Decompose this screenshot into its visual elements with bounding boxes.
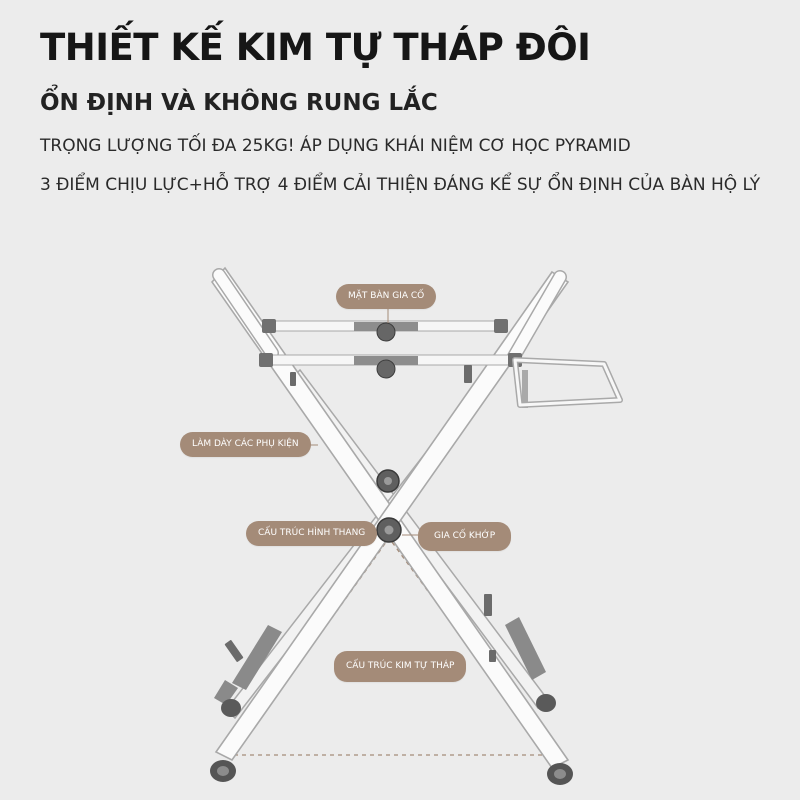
callout-table-reinforced: MẶT BÀN GIA CỐ xyxy=(336,284,436,309)
description-line-1: TRỌNG LƯỢNG TỐI ĐA 25KG! ÁP DỤNG KHÁI NIỆM CƠ HỌC PYRAMID xyxy=(40,136,631,156)
callout-joint-reinforced: GIA CỐ KHỚP xyxy=(418,522,511,551)
page-subtitle: ỔN ĐỊNH VÀ KHÔNG RUNG LẮC xyxy=(40,90,438,116)
description-line-2: 3 ĐIỂM CHỊU LỰC+HỖ TRỢ 4 ĐIỂM CẢI THIỆN ĐÁNG KỂ SỰ ỔN ĐỊNH CỦA BÀN HỘ LÝ xyxy=(40,175,761,195)
page-title: THIẾT KẾ KIM TỰ THÁP ĐÔI xyxy=(40,26,591,69)
callout-pyramid-structure: CẤU TRÚC KIM TỰ THÁP xyxy=(334,651,466,682)
callout-trapezoid-structure: CẤU TRÚC HÌNH THANG xyxy=(246,521,377,546)
table-crossbars xyxy=(259,319,522,378)
callout-thicker-accessories: LÀM DÀY CÁC PHỤ KIỆN xyxy=(180,432,311,457)
